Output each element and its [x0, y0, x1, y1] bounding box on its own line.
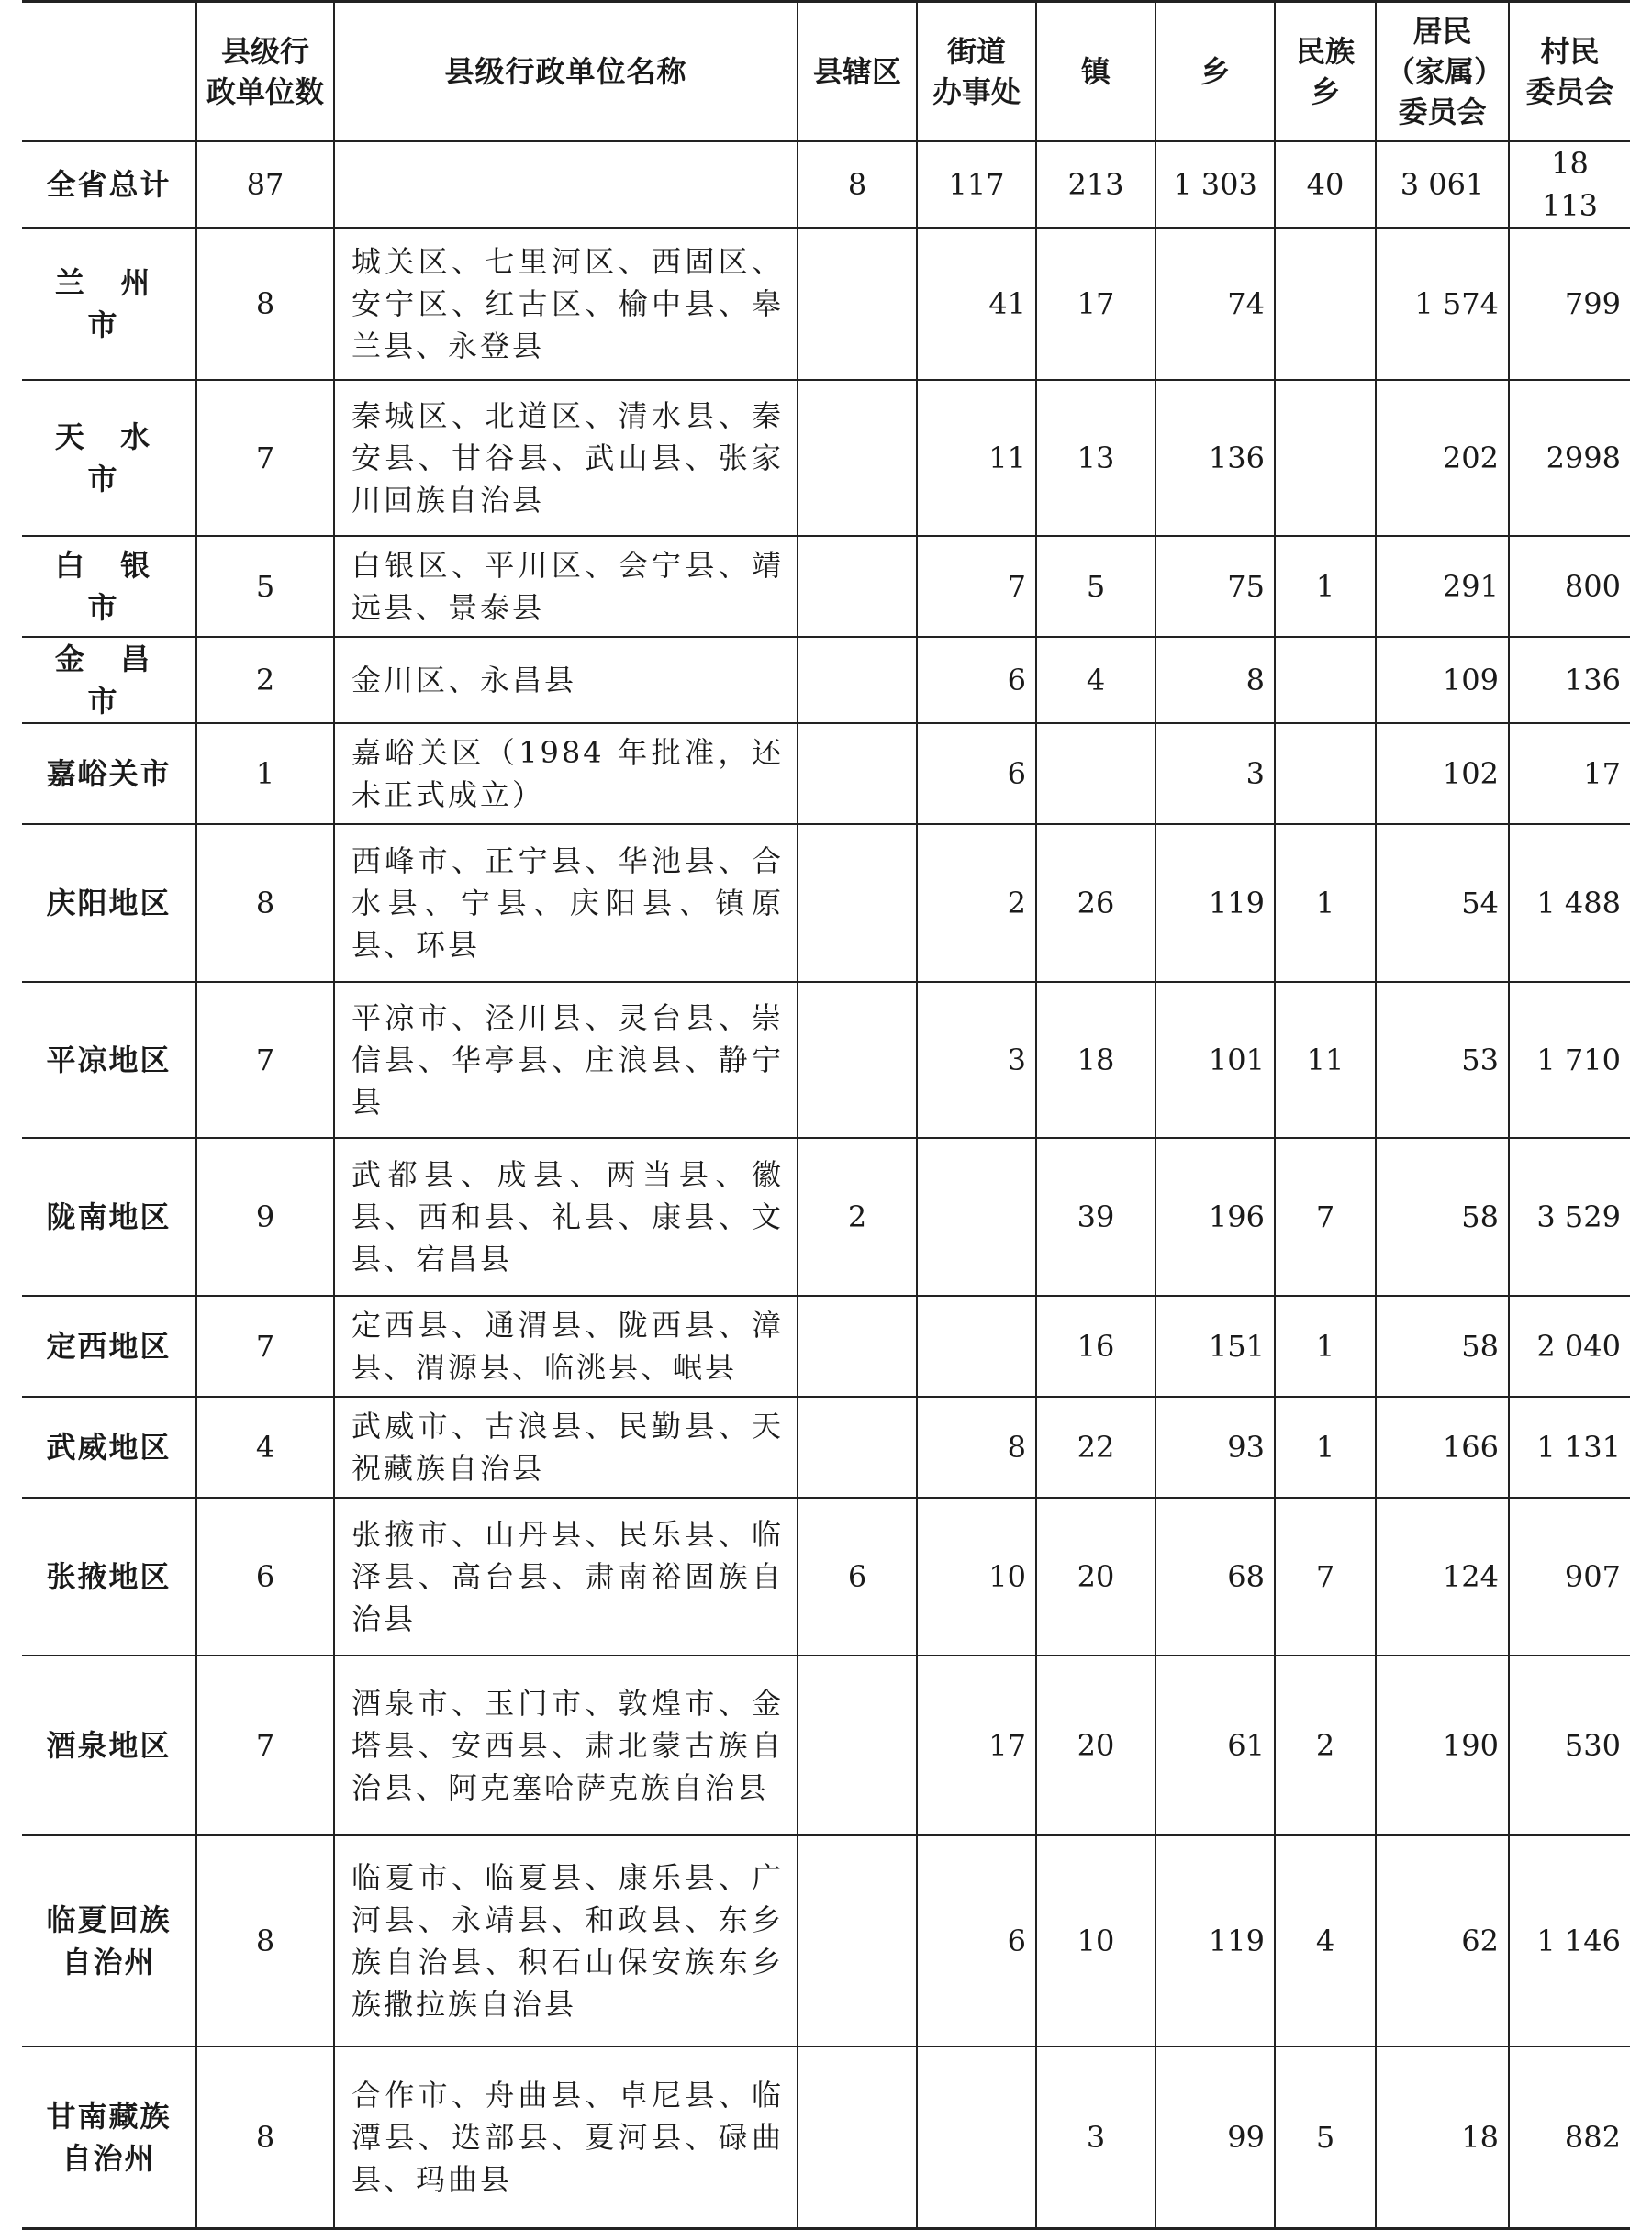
cell-units-count: 8	[196, 228, 334, 380]
cell-township: 101	[1155, 982, 1275, 1138]
cell-town: 18	[1036, 982, 1155, 1138]
cell-villagers-committee: 1 710	[1509, 982, 1630, 1138]
cell-region: 平凉地区	[22, 982, 196, 1138]
cell-street-office: 2	[917, 824, 1036, 982]
cell-street-office: 8	[917, 1397, 1036, 1498]
cell-county-district: 6	[798, 1498, 917, 1656]
total-units-count: 87	[196, 141, 334, 228]
header-unit-names: 县级行政单位名称	[334, 2, 798, 142]
cell-ethnic-township: 4	[1275, 1835, 1376, 2046]
cell-ethnic-township: 1	[1275, 1397, 1376, 1498]
cell-residents-committee: 102	[1376, 723, 1509, 824]
cell-unit-names: 白银区、平川区、会宁县、靖远县、景泰县	[334, 536, 798, 637]
cell-ethnic-township	[1275, 637, 1376, 723]
cell-ethnic-township: 11	[1275, 982, 1376, 1138]
cell-residents-committee: 58	[1376, 1138, 1509, 1296]
cell-units-count: 1	[196, 723, 334, 824]
header-residents-committee: 居民 （家属） 委员会	[1376, 2, 1509, 142]
cell-region: 天 水 市	[22, 380, 196, 536]
admin-divisions-table	[22, 0, 1630, 2230]
cell-units-count: 4	[196, 1397, 334, 1498]
cell-units-count: 7	[196, 1296, 334, 1397]
cell-residents-committee: 202	[1376, 380, 1509, 536]
cell-street-office: 17	[917, 1656, 1036, 1835]
cell-unit-names: 张掖市、山丹县、民乐县、临泽县、高台县、肃南裕固族自治县	[334, 1498, 798, 1656]
cell-residents-committee: 58	[1376, 1296, 1509, 1397]
cell-villagers-committee: 136	[1509, 637, 1630, 723]
cell-township: 93	[1155, 1397, 1275, 1498]
cell-region: 陇南地区	[22, 1138, 196, 1296]
cell-county-district	[798, 1397, 917, 1498]
cell-town: 3	[1036, 2046, 1155, 2228]
cell-region: 武威地区	[22, 1397, 196, 1498]
cell-villagers-committee: 2 040	[1509, 1296, 1630, 1397]
table-row	[22, 982, 1630, 1138]
cell-county-district	[798, 824, 917, 982]
cell-unit-names: 武威市、古浪县、民勤县、天祝藏族自治县	[334, 1397, 798, 1498]
header-ethnic-township: 民族 乡	[1275, 2, 1376, 142]
header-units-count: 县级行 政单位数	[196, 2, 334, 142]
cell-villagers-committee: 530	[1509, 1656, 1630, 1835]
cell-ethnic-township: 7	[1275, 1138, 1376, 1296]
cell-region: 兰 州 市	[22, 228, 196, 380]
cell-county-district	[798, 723, 917, 824]
cell-township: 136	[1155, 380, 1275, 536]
cell-villagers-committee: 2998	[1509, 380, 1630, 536]
cell-county-district	[798, 982, 917, 1138]
cell-region: 嘉峪关市	[22, 723, 196, 824]
cell-street-office: 3	[917, 982, 1036, 1138]
table-row	[22, 1138, 1630, 1296]
cell-units-count: 8	[196, 2046, 334, 2228]
cell-region: 临夏回族 自治州	[22, 1835, 196, 2046]
cell-township: 196	[1155, 1138, 1275, 1296]
cell-township: 151	[1155, 1296, 1275, 1397]
cell-county-district	[798, 1296, 917, 1397]
cell-region: 白 银 市	[22, 536, 196, 637]
cell-township: 119	[1155, 824, 1275, 982]
total-label: 全省总计	[22, 141, 196, 228]
cell-units-count: 2	[196, 637, 334, 723]
cell-township: 99	[1155, 2046, 1275, 2228]
cell-units-count: 5	[196, 536, 334, 637]
header-region	[22, 2, 196, 142]
cell-units-count: 6	[196, 1498, 334, 1656]
cell-units-count: 9	[196, 1138, 334, 1296]
cell-region: 张掖地区	[22, 1498, 196, 1656]
cell-unit-names: 酒泉市、玉门市、敦煌市、金塔县、安西县、肃北蒙古族自治县、阿克塞哈萨克族自治县	[334, 1656, 798, 1835]
table-row	[22, 380, 1630, 536]
table-row	[22, 637, 1630, 723]
table-row	[22, 536, 1630, 637]
cell-unit-names: 平凉市、泾川县、灵台县、崇信县、华亭县、庄浪县、静宁县	[334, 982, 798, 1138]
cell-villagers-committee: 1 146	[1509, 1835, 1630, 2046]
total-town: 213	[1036, 141, 1155, 228]
table-row	[22, 1296, 1630, 1397]
cell-villagers-committee: 907	[1509, 1498, 1630, 1656]
header-township: 乡	[1155, 2, 1275, 142]
header-street-office: 街道 办事处	[917, 2, 1036, 142]
total-township: 1 303	[1155, 141, 1275, 228]
table-row	[22, 228, 1630, 380]
table-row	[22, 1498, 1630, 1656]
cell-town: 13	[1036, 380, 1155, 536]
cell-units-count: 7	[196, 1656, 334, 1835]
cell-street-office: 6	[917, 723, 1036, 824]
cell-ethnic-township: 2	[1275, 1656, 1376, 1835]
cell-villagers-committee: 882	[1509, 2046, 1630, 2228]
cell-township: 3	[1155, 723, 1275, 824]
cell-villagers-committee: 799	[1509, 228, 1630, 380]
cell-street-office: 11	[917, 380, 1036, 536]
cell-residents-committee: 18	[1376, 2046, 1509, 2228]
cell-county-district	[798, 228, 917, 380]
cell-villagers-committee: 1 131	[1509, 1397, 1630, 1498]
total-villagers-committee: 18 113	[1509, 141, 1630, 228]
cell-villagers-committee: 1 488	[1509, 824, 1630, 982]
cell-ethnic-township	[1275, 380, 1376, 536]
table-row	[22, 1397, 1630, 1498]
total-row	[22, 141, 1630, 228]
cell-town: 16	[1036, 1296, 1155, 1397]
total-ethnic-township: 40	[1275, 141, 1376, 228]
table-row	[22, 824, 1630, 982]
cell-county-district	[798, 380, 917, 536]
cell-unit-names: 金川区、永昌县	[334, 637, 798, 723]
cell-township: 8	[1155, 637, 1275, 723]
cell-town: 22	[1036, 1397, 1155, 1498]
cell-region: 庆阳地区	[22, 824, 196, 982]
cell-region: 甘南藏族 自治州	[22, 2046, 196, 2228]
cell-street-office: 10	[917, 1498, 1036, 1656]
cell-region: 定西地区	[22, 1296, 196, 1397]
cell-unit-names: 临夏市、临夏县、康乐县、广河县、永靖县、和政县、东乡族自治县、积石山保安族东乡族撒拉族自治县	[334, 1835, 798, 2046]
cell-unit-names: 嘉峪关区（1984 年批准，还未正式成立）	[334, 723, 798, 824]
total-street-office: 117	[917, 141, 1036, 228]
cell-county-district	[798, 637, 917, 723]
cell-units-count: 7	[196, 380, 334, 536]
cell-street-office	[917, 1296, 1036, 1397]
cell-ethnic-township: 1	[1275, 824, 1376, 982]
total-county-district: 8	[798, 141, 917, 228]
cell-residents-committee: 53	[1376, 982, 1509, 1138]
cell-town: 10	[1036, 1835, 1155, 2046]
cell-residents-committee: 291	[1376, 536, 1509, 637]
cell-street-office	[917, 2046, 1036, 2228]
cell-street-office: 6	[917, 1835, 1036, 2046]
cell-villagers-committee: 17	[1509, 723, 1630, 824]
cell-county-district: 2	[798, 1138, 917, 1296]
cell-street-office: 6	[917, 637, 1036, 723]
cell-town: 26	[1036, 824, 1155, 982]
cell-unit-names: 西峰市、正宁县、华池县、合水县、宁县、庆阳县、镇原县、环县	[334, 824, 798, 982]
table-row	[22, 723, 1630, 824]
total-residents-committee: 3 061	[1376, 141, 1509, 228]
total-unit-names	[334, 141, 798, 228]
header-town: 镇	[1036, 2, 1155, 142]
cell-ethnic-township: 1	[1275, 536, 1376, 637]
cell-residents-committee: 124	[1376, 1498, 1509, 1656]
cell-ethnic-township	[1275, 723, 1376, 824]
cell-town: 4	[1036, 637, 1155, 723]
cell-villagers-committee: 800	[1509, 536, 1630, 637]
cell-town	[1036, 723, 1155, 824]
document-page	[22, 0, 1630, 2230]
cell-county-district	[798, 2046, 917, 2228]
cell-township: 119	[1155, 1835, 1275, 2046]
cell-ethnic-township: 7	[1275, 1498, 1376, 1656]
cell-street-office: 41	[917, 228, 1036, 380]
cell-units-count: 8	[196, 1835, 334, 2046]
cell-street-office	[917, 1138, 1036, 1296]
cell-residents-committee: 1 574	[1376, 228, 1509, 380]
cell-county-district	[798, 536, 917, 637]
cell-residents-committee: 166	[1376, 1397, 1509, 1498]
table-row	[22, 1835, 1630, 2046]
cell-unit-names: 城关区、七里河区、西固区、安宁区、红古区、榆中县、皋兰县、永登县	[334, 228, 798, 380]
header-county-district: 县辖区	[798, 2, 917, 142]
cell-township: 74	[1155, 228, 1275, 380]
cell-unit-names: 武都县、成县、两当县、徽县、西和县、礼县、康县、文县、宕昌县	[334, 1138, 798, 1296]
cell-town: 5	[1036, 536, 1155, 637]
header-villagers-committee: 村民 委员会	[1509, 2, 1630, 142]
table-row	[22, 2046, 1630, 2228]
cell-county-district	[798, 1656, 917, 1835]
cell-unit-names: 定西县、通渭县、陇西县、漳县、渭源县、临洮县、岷县	[334, 1296, 798, 1397]
cell-units-count: 7	[196, 982, 334, 1138]
cell-region: 酒泉地区	[22, 1656, 196, 1835]
cell-units-count: 8	[196, 824, 334, 982]
header-row	[22, 2, 1630, 142]
cell-residents-committee: 190	[1376, 1656, 1509, 1835]
cell-unit-names: 秦城区、北道区、清水县、秦安县、甘谷县、武山县、张家川回族自治县	[334, 380, 798, 536]
cell-villagers-committee: 3 529	[1509, 1138, 1630, 1296]
cell-town: 39	[1036, 1138, 1155, 1296]
cell-region: 金 昌 市	[22, 637, 196, 723]
cell-residents-committee: 62	[1376, 1835, 1509, 2046]
cell-township: 61	[1155, 1656, 1275, 1835]
cell-county-district	[798, 1835, 917, 2046]
cell-unit-names: 合作市、舟曲县、卓尼县、临潭县、迭部县、夏河县、碌曲县、玛曲县	[334, 2046, 798, 2228]
cell-ethnic-township: 5	[1275, 2046, 1376, 2228]
cell-residents-committee: 109	[1376, 637, 1509, 723]
cell-township: 68	[1155, 1498, 1275, 1656]
cell-ethnic-township: 1	[1275, 1296, 1376, 1397]
cell-town: 17	[1036, 228, 1155, 380]
cell-residents-committee: 54	[1376, 824, 1509, 982]
cell-town: 20	[1036, 1656, 1155, 1835]
cell-street-office: 7	[917, 536, 1036, 637]
cell-ethnic-township	[1275, 228, 1376, 380]
cell-township: 75	[1155, 536, 1275, 637]
cell-town: 20	[1036, 1498, 1155, 1656]
table-row	[22, 1656, 1630, 1835]
